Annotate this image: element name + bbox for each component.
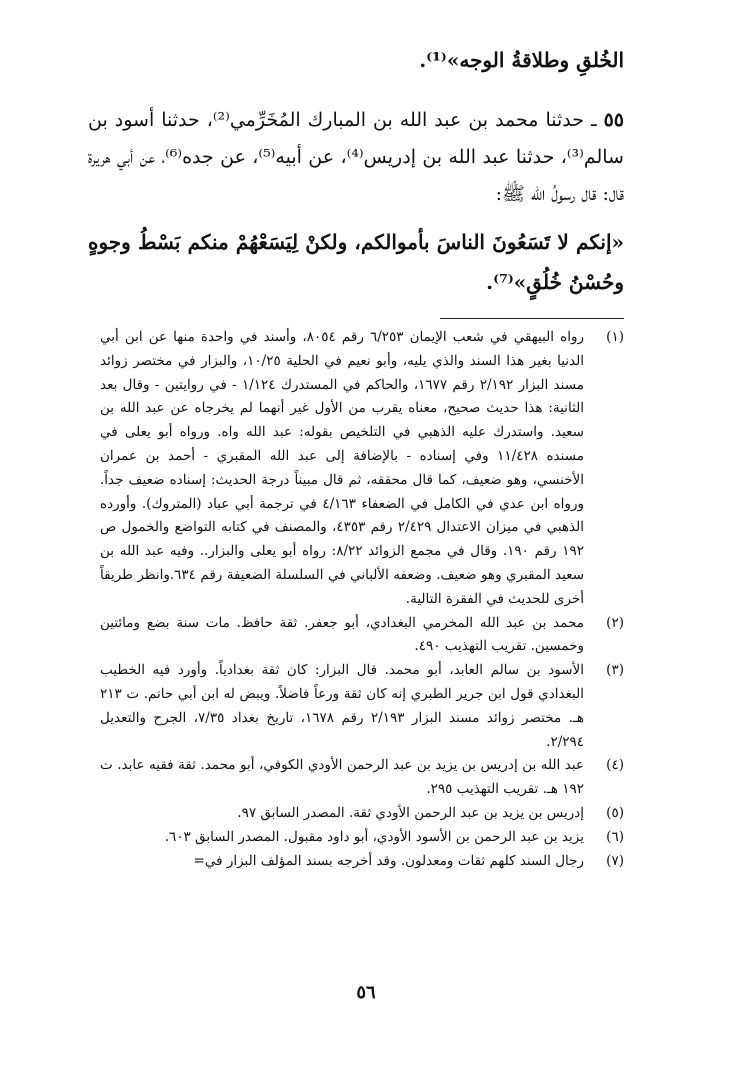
footnote-text: الأسود بن سالم العابد، أبو محمد. قال البزار: كان ثقة بغدادياً. وأورد فيه الخطيب البغدادي قول ابن جرير الطبري إنه كان ثقة ورعاً فاضلاً. ويبض له ابن أبي حاتم. ت ٢١٣ هـ. مختصر زوائد مسند البزار ٢/١٩٣ رقم ١٦٧٨، تاريخ بغداد ٧/٣٥، الجرح والتعديل ٢/٢٩٤. [100,662,584,750]
footnote-7 [100,850,624,874]
hadith-isnad [88,102,624,213]
footnote-text: إدريس بن يزيد بن عبد الرحمن الأودي ثقة. المصدر السابق ٩٧. [237,804,584,821]
footnote-text: يزيد بن عبد الرحمن بن الأسود الأودي، أبو داود مقبول. المصدر السابق ٦٠٣. [164,828,584,845]
footnote-3 [100,659,624,754]
hadith-matn: «إنكم لا تَسَعُونَ الناسَ بأموالكم، ولكنْ لِيَسَعْهُمْ منكم بَسْطُ وجوهٍ وحُسْنُ خُلُقٍ»⁽⁷⁾. [88,230,624,294]
footnote-label: (٥) [606,804,624,821]
continuation-line: الخُلقِ وطلاقةُ الوجه»⁽¹⁾. [419,48,624,72]
footnote-2 [100,612,624,660]
footnote-label: (٢) [606,614,624,631]
footnote-text: محمد بن عبد الله المخرمي البغدادي، أبو جعفر. ثقة حافظ. مات سنة بضع ومائتين وخمسين. تقريب التهذيب ٤٩٠. [100,614,584,655]
footnote-text: رواه البيهقي في شعب الإيمان ٦/٢٥٣ رقم ٨٠٥٤، وأسند في واحدة منها عن ابن أبي الدنيا بغير هذا السند والذي يليه، وأبو نعيم في الحلية ١٠/٢٥، والبزار في مختصر زوائد مسند البزار ٢/١٩٢ رقم ١٦٧٧، والحاكم في المستدرك ١/١٢٤ - في روايتين - وقال بعد الثانية: هذا حديث صحيح، معناه يقرب من الأول غير أنهما لم يخرجاه عن عبد الله بن سعيد. واستدرك عليه الذهبي في التلخيص بقوله: عبد الله واه. ورواه أبو يعلى في مسنده ١١/٤٢٨ وفي إسناده - بالإضافة إلى عبد الله المقبري - أحمد بن عمران الأخنسي، وهو ضعيف، كما قال محققه، ثم قال مبيناً درجة الحديث: إسناده ضعيف جداً. ورواه ابن عدي في الكامل في الضعفاء ٤/١٦٣ في ترجمة أبي عباد (المتروك). وأورده الذهبي في ميزان الاعتدال ٢/٤٢٩ رقم ٤٣٥٣، والمصنف في كتابه التواضع والخمول ص ١٩٢ رقم ١٩٠. وقال في مجمع الزوائد ٨/٢٢: رواه أبو يعلى والبزار.. وفيه عبد الله بن سعيد المقبري وهو ضعيف. وضعفه الألباني في السلسلة الضعيفة رقم ٦٣٤.وانظر طريقاً أخرى للحديث في الفقرة التالية. [100,329,585,607]
page-number: ٥٦ [356,982,376,1003]
hadith-number: ٥٥ [603,109,624,131]
footnotes [100,326,624,873]
footnote-4 [100,754,624,802]
footnote-1 [100,326,624,612]
footnote-separator [440,318,624,319]
footnote-text: عبد الله بن إدريس بن يزيد بن عبد الرحمن الأودي الكوفي، أبو محمد. ثقة فقيه عابد. ت ١٩٢ هـ. تقريب التهذيب ٢٩٥. [100,757,584,798]
footnote-label: (٤) [606,757,624,774]
footnote-text: رجال السند كلهم ثقات ومعدلون. وقد أخرجه بسند المؤلف البزار في= [193,852,584,869]
footnote-label: (١) [606,329,624,345]
footnote-label: (٧) [606,852,624,869]
footnote-5 [100,802,624,826]
isnad-text: ـ حدثنا محمد بن عبد الله بن المبارك المُخَرِّمي⁽²⁾، حدثنا أسود بن سالم⁽³⁾، حدثنا عبد الله بن إدريس⁽⁴⁾، عن أبيه⁽⁵⁾، عن جده⁽⁶⁾، عن أبي هريرة قال: قال رسولُ الله ﷺ: [88,109,624,205]
footnote-label: (٦) [606,828,624,845]
footnote-6 [100,826,624,850]
footnote-label: (٣) [606,662,624,679]
